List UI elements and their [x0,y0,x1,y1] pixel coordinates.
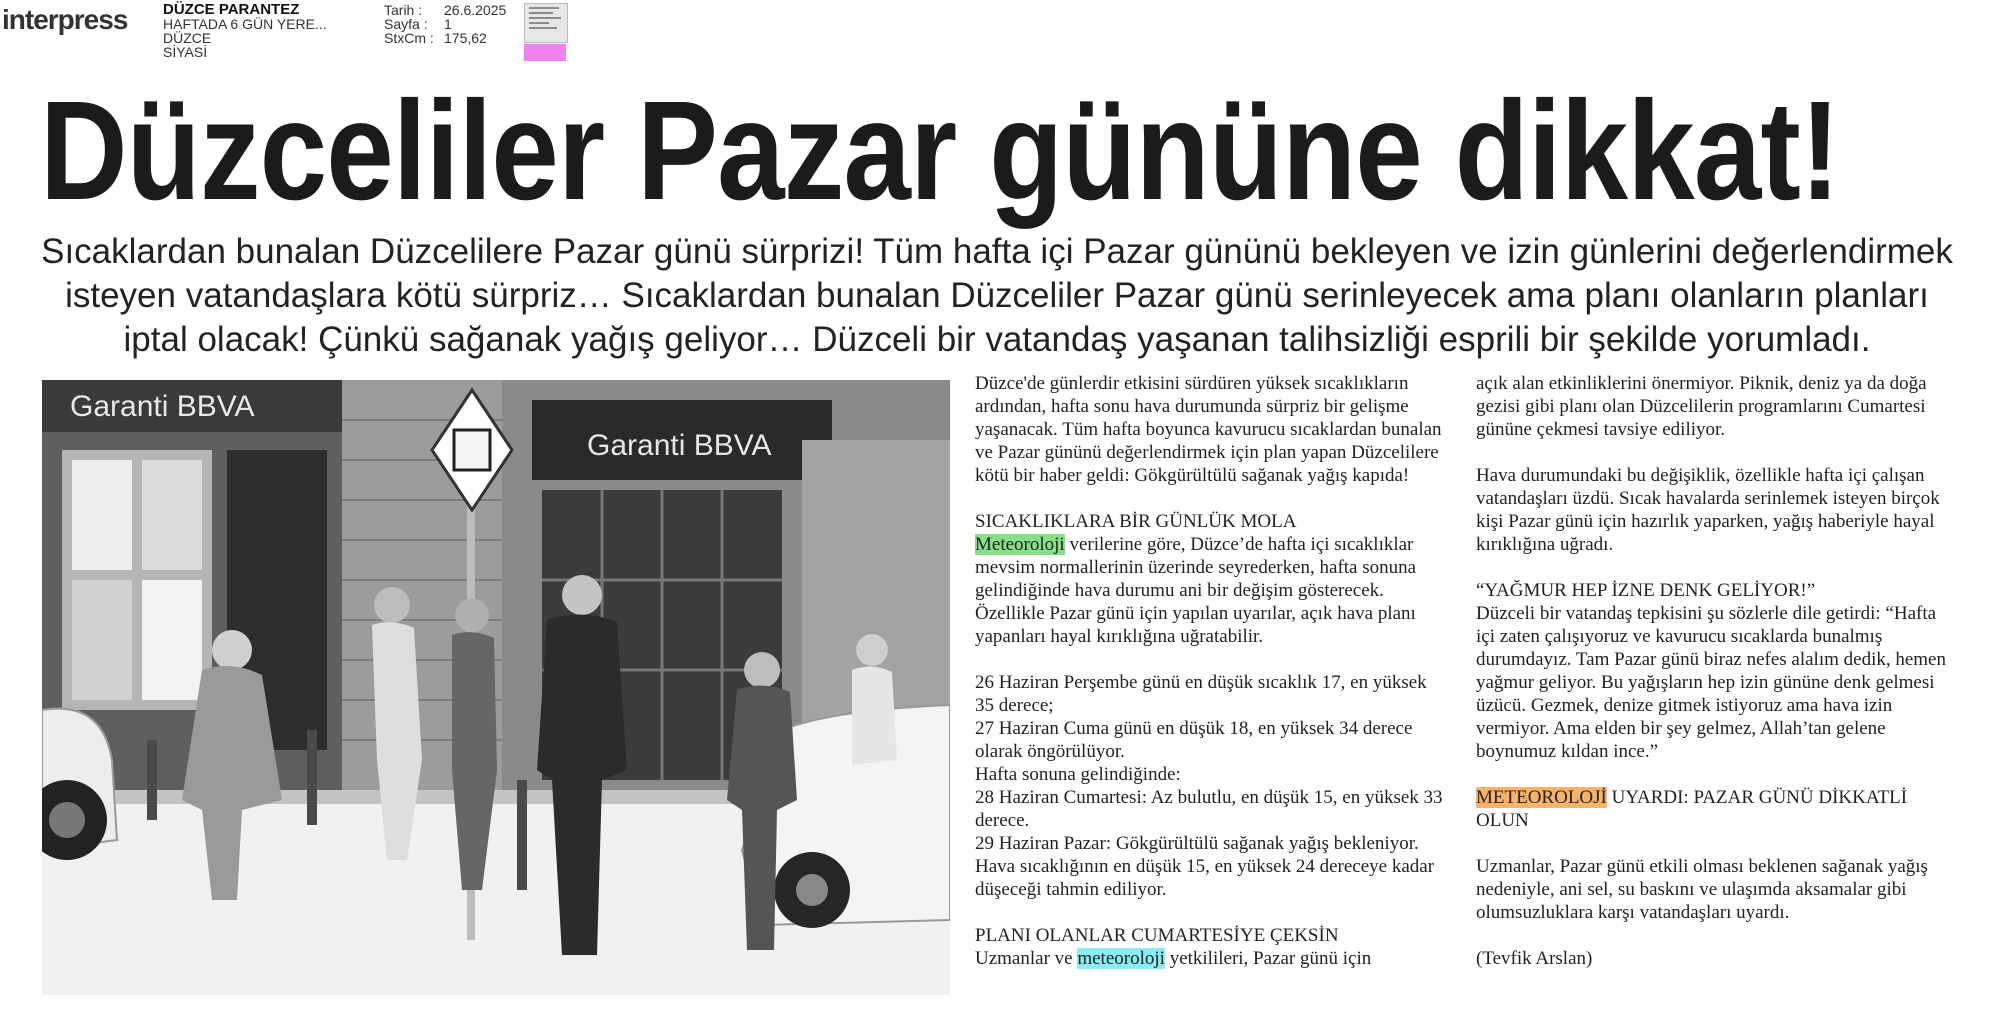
article-paragraph: açık alan etkinliklerini önermiyor. Piknik, deniz ya da doğa gezisi gibi planı olan Düzcelilerin programlarını Cumartesi gününe çekmesi tavsiye ediliyor. [1476,373,1927,440]
spot-text: Sıcaklardan bunalan Düzcelilere Pazar günü sürprizi! Tüm hafta içi Pazar gününü bekleyen ve izin günlerini değerlendirmek isteyen vatandaşlara kötü sürpriz… Sıcaklardan bunalan Düzceliler Pazar günü serinleyecek ama planı olanların planları iptal olacak! Çünkü sağanak yağış geliyor… Düzceli bir vatandaş yaşanan talihsizliği esprili bir şekilde yorumladı. [41,232,1953,359]
keyword-highlight: Meteoroloji [975,534,1065,555]
headline: Düzceliler Pazar gününe dikkat! [40,71,1840,229]
interpress-logo: interpress [2,4,128,35]
article-column-1 [975,372,1445,970]
article-paragraph: Hava durumundaki bu değişiklik, özellikle hafta içi çalışan vatandaşları üzdü. Sıcak havalarda serinlemek isteyen birçok kişi Pazar günü için hazırlık yaparken, yağış haberiyle hayal kırıklığına uğradı. [1476,465,1940,555]
bank-sign-right: Garanti BBVA [587,429,772,462]
page-row: Sayfa : 1 [384,16,452,32]
article-paragraph: Meteoroloji verilerine göre, Düzce’de hafta içi sıcaklıklar mevsim normallerinin üzerinde seyrederken, hafta sonuna gelindiğinde hava durumu ani bir değişim gösterecek. Özellikle Pazar günü için yapılan uyarılar, açık hava planı yapanları hayal kırıklığına uğratabilir. [975,534,1417,647]
date-value: 26.6.2025 [444,2,507,18]
clipping-meta [384,3,506,45]
keyword-highlight: meteoroloji [1077,948,1165,969]
article-paragraph: Düzce'de günlerdir etkisini sürdüren yüksek sıcaklıkların ardından, hafta sonu hava durumunda sürpriz bir gelişme yaşanacak. Tüm hafta boyunca kavurucu sıcaklardan bunalan ve Pazar gününü değerlendirmek için plan yapan Düzcelilere kötü bir haber geldi: Gökgürültülü sağanak yağış kapıda! [975,373,1442,486]
clipping-header [0,0,1991,70]
date-row: Tarih : 26.6.2025 [384,2,507,18]
keyword-highlight: METEOROLOJİ [1476,787,1607,808]
forecast-line: 26 Haziran Perşembe günü en düşük sıcaklık 17, en yüksek 35 derece; [975,672,1427,716]
forecast-line: Hafta sonuna gelindiğinde: [975,764,1181,785]
publication-info [163,3,327,59]
publication-frequency: HAFTADA 6 GÜN YERE... [163,16,327,32]
article-paragraph: Uzmanlar ve meteoroloji yetkilileri, Pazar günü için [975,948,1372,969]
forecast-line: 27 Haziran Cuma günü en düşük 18, en yüksek 34 derece olarak öngörülüyor. [975,718,1413,762]
news-photo [42,380,950,995]
section-heading: METEOROLOJİ UYARDI: PAZAR GÜNÜ DİKKATLİ OLUN [1476,787,1908,831]
article-paragraph: Düzceli bir vatandaş tepkisini şu sözlerle dile getirdi: “Hafta içi zaten çalışıyoruz ve kavurucu sıcaklarda bunalmış durumdayız. Tam Pazar günü biraz nefes alalım dedik, hemen yağmur geliyor. Bu yağışların hep izin gününe denk gelmesi üzücü. Gezmek, denize gitmek istiyoruz ama hava izin vermiyor. Ama elden bir şey gelmez, Allah’tan gelene boynumuz kıldan ince.” [1476,603,1946,762]
publication-category: SİYASİ [163,44,208,60]
page-thumbnail[interactable] [524,3,568,43]
bank-sign-left: Garanti BBVA [70,390,255,423]
page-value: 1 [444,16,452,32]
publication-city: DÜZCE [163,30,212,46]
article-column-2 [1476,372,1946,970]
forecast-line: 28 Haziran Cumartesi: Az bulutlu, en düşük 15, en yüksek 33 derece. [975,787,1443,831]
byline: (Tevfik Arslan) [1476,948,1593,969]
publication-name: DÜZCE PARANTEZ [163,1,300,18]
stxcm-value: 175,62 [444,30,487,46]
clipping-tag [524,44,566,61]
section-heading: SICAKLIKLARA BİR GÜNLÜK MOLA [975,511,1297,532]
forecast-line: 29 Haziran Pazar: Gökgürültülü sağanak yağış bekleniyor. Hava sıcaklığının en düşük 15, en yüksek 24 dereceye kadar düşeceği tahmin ediliyor. [975,833,1435,900]
section-heading: “YAĞMUR HEP İZNE DENK GELİYOR!” [1476,580,1816,601]
section-heading: PLANI OLANLAR CUMARTESİYE ÇEKSİN [975,925,1339,946]
stxcm-row: StxCm : 175,62 [384,30,487,46]
article-paragraph: Uzmanlar, Pazar günü etkili olması beklenen sağanak yağış nedeniyle, ani sel, su baskını ve ulaşımda aksamalar gibi olumsuzluklara karşı vatandaşları uyardı. [1476,856,1928,923]
